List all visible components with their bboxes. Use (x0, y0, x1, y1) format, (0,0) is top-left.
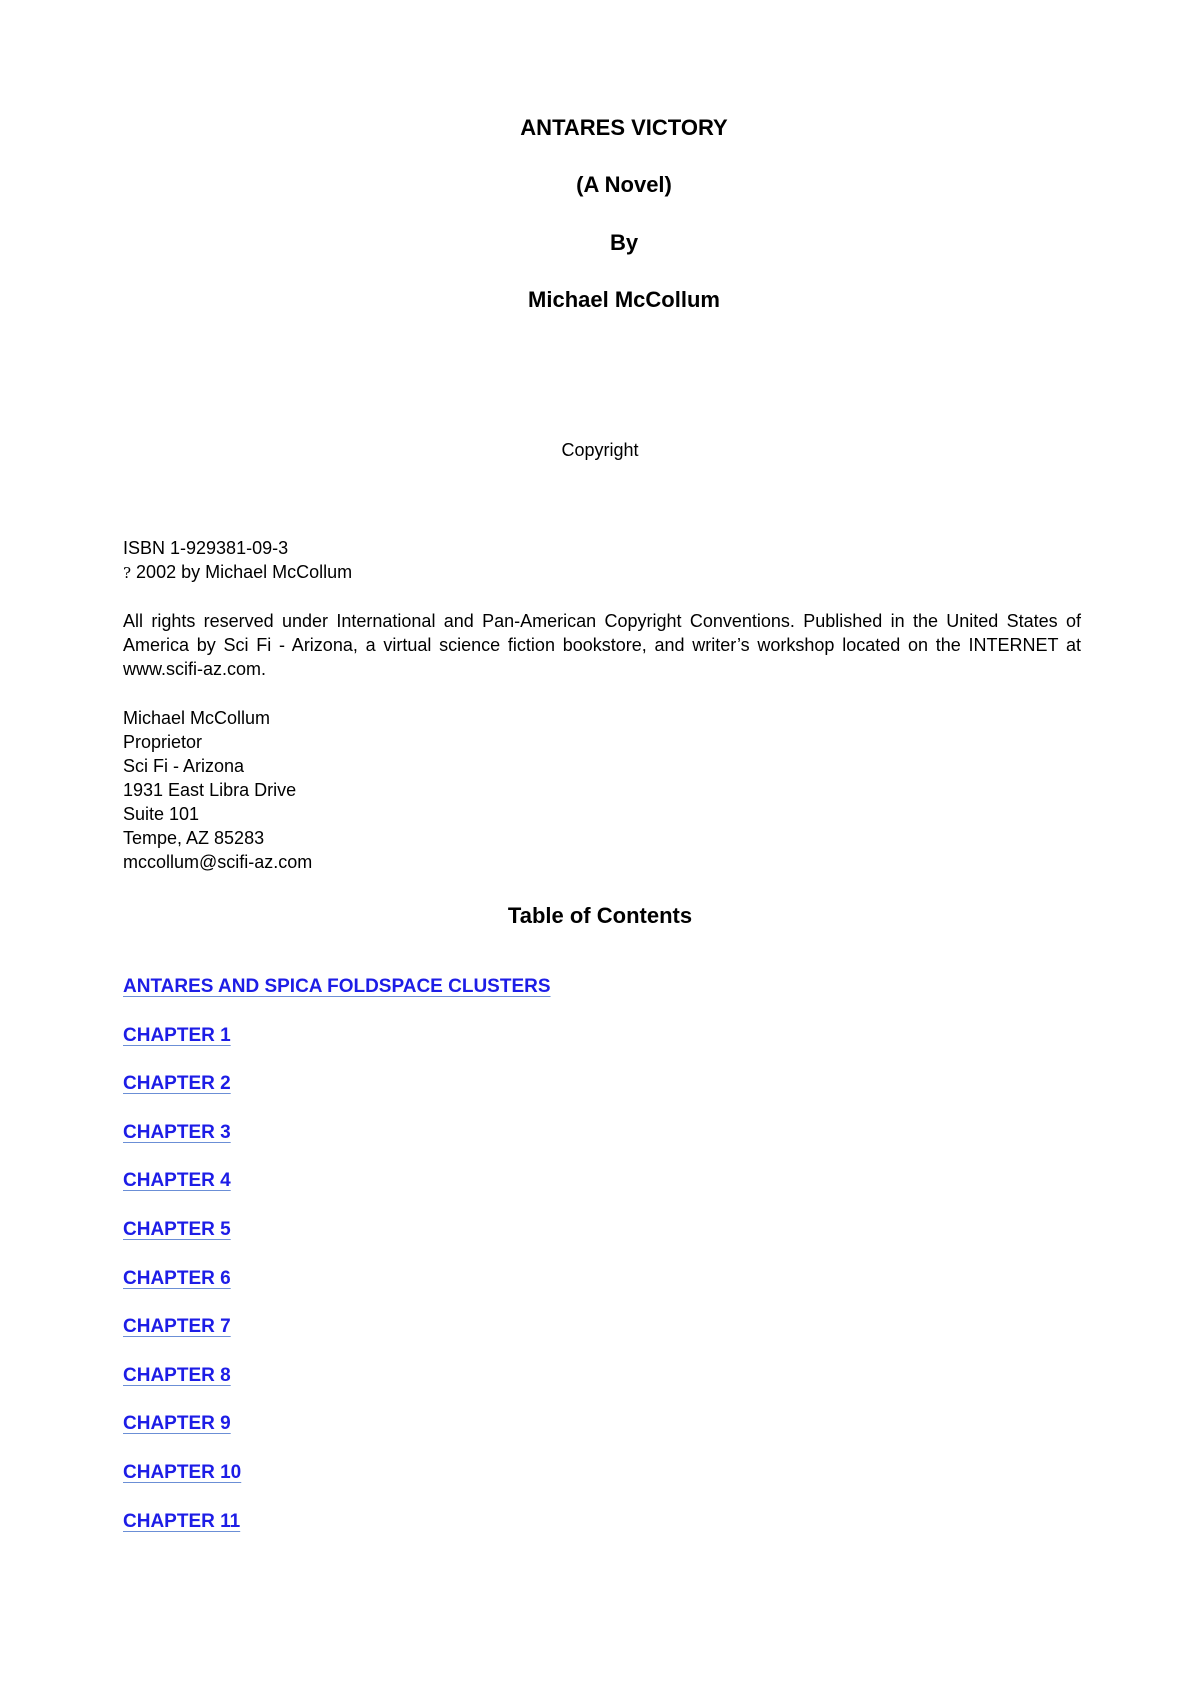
toc-heading: Table of Contents (507, 903, 693, 928)
copyright-symbol: ? (123, 564, 132, 582)
rights-text: All rights reserved under International and Pan-American Copyright Conventions. Published in the United States of America by Sci Fi - Arizona, a virtual science fiction bookstore, and writer’s workshop located on the INTERNET at www.scifi-az.com. (123, 611, 1081, 679)
toc-item (123, 1121, 551, 1170)
book-title: ANTARES VICTORY (520, 115, 728, 140)
toc-item (123, 1461, 551, 1510)
toc-item (123, 975, 551, 1024)
toc-link-chapter-11[interactable]: CHAPTER 11 (123, 1510, 241, 1532)
toc-item (123, 1024, 551, 1073)
contact-city: Tempe, AZ 85283 (123, 828, 265, 848)
contact-name: Michael McCollum (123, 708, 271, 728)
toc-item (123, 1315, 551, 1364)
contact-suite: Suite 101 (123, 804, 200, 824)
toc-link-chapter-2[interactable]: CHAPTER 2 (123, 1073, 231, 1095)
contact-street: 1931 East Libra Drive (123, 780, 297, 800)
copyright-heading: Copyright (561, 440, 639, 460)
toc-link-chapter-4[interactable]: CHAPTER 4 (123, 1170, 231, 1192)
toc-item (123, 1218, 551, 1267)
toc-item (123, 1072, 551, 1121)
byline: By (609, 230, 639, 255)
toc-link-chapter-3[interactable]: CHAPTER 3 (123, 1121, 231, 1143)
copyright-line (123, 560, 1081, 585)
toc-link-chapter-8[interactable]: CHAPTER 8 (123, 1364, 231, 1386)
isbn: ISBN 1-929381-09-3 (123, 538, 289, 558)
contact-email: mccollum@scifi-az.com (123, 852, 313, 872)
table-of-contents (123, 975, 551, 1558)
rights-paragraph (123, 609, 1081, 681)
contact-address (123, 706, 1081, 874)
toc-item (123, 1510, 551, 1559)
toc-link-chapter-5[interactable]: CHAPTER 5 (123, 1218, 231, 1240)
toc-link-chapter-1[interactable]: CHAPTER 1 (123, 1024, 231, 1046)
contact-role: Proprietor (123, 732, 203, 752)
toc-link-foldspace-clusters[interactable]: ANTARES AND SPICA FOLDSPACE CLUSTERS (123, 976, 551, 997)
toc-link-chapter-10[interactable]: CHAPTER 10 (123, 1461, 242, 1483)
toc-link-chapter-6[interactable]: CHAPTER 6 (123, 1267, 231, 1289)
toc-link-chapter-9[interactable]: CHAPTER 9 (123, 1413, 231, 1435)
copyright-year-owner: 2002 by Michael McCollum (131, 562, 353, 582)
toc-item (123, 1267, 551, 1316)
toc-link-chapter-7[interactable]: CHAPTER 7 (123, 1316, 231, 1338)
toc-item (123, 1364, 551, 1413)
copyright-notice (123, 536, 1081, 585)
toc-item (123, 1169, 551, 1218)
toc-item (123, 1412, 551, 1461)
author-name: Michael McCollum (528, 287, 720, 312)
contact-company: Sci Fi - Arizona (123, 756, 245, 776)
book-subtitle: (A Novel) (576, 172, 672, 197)
